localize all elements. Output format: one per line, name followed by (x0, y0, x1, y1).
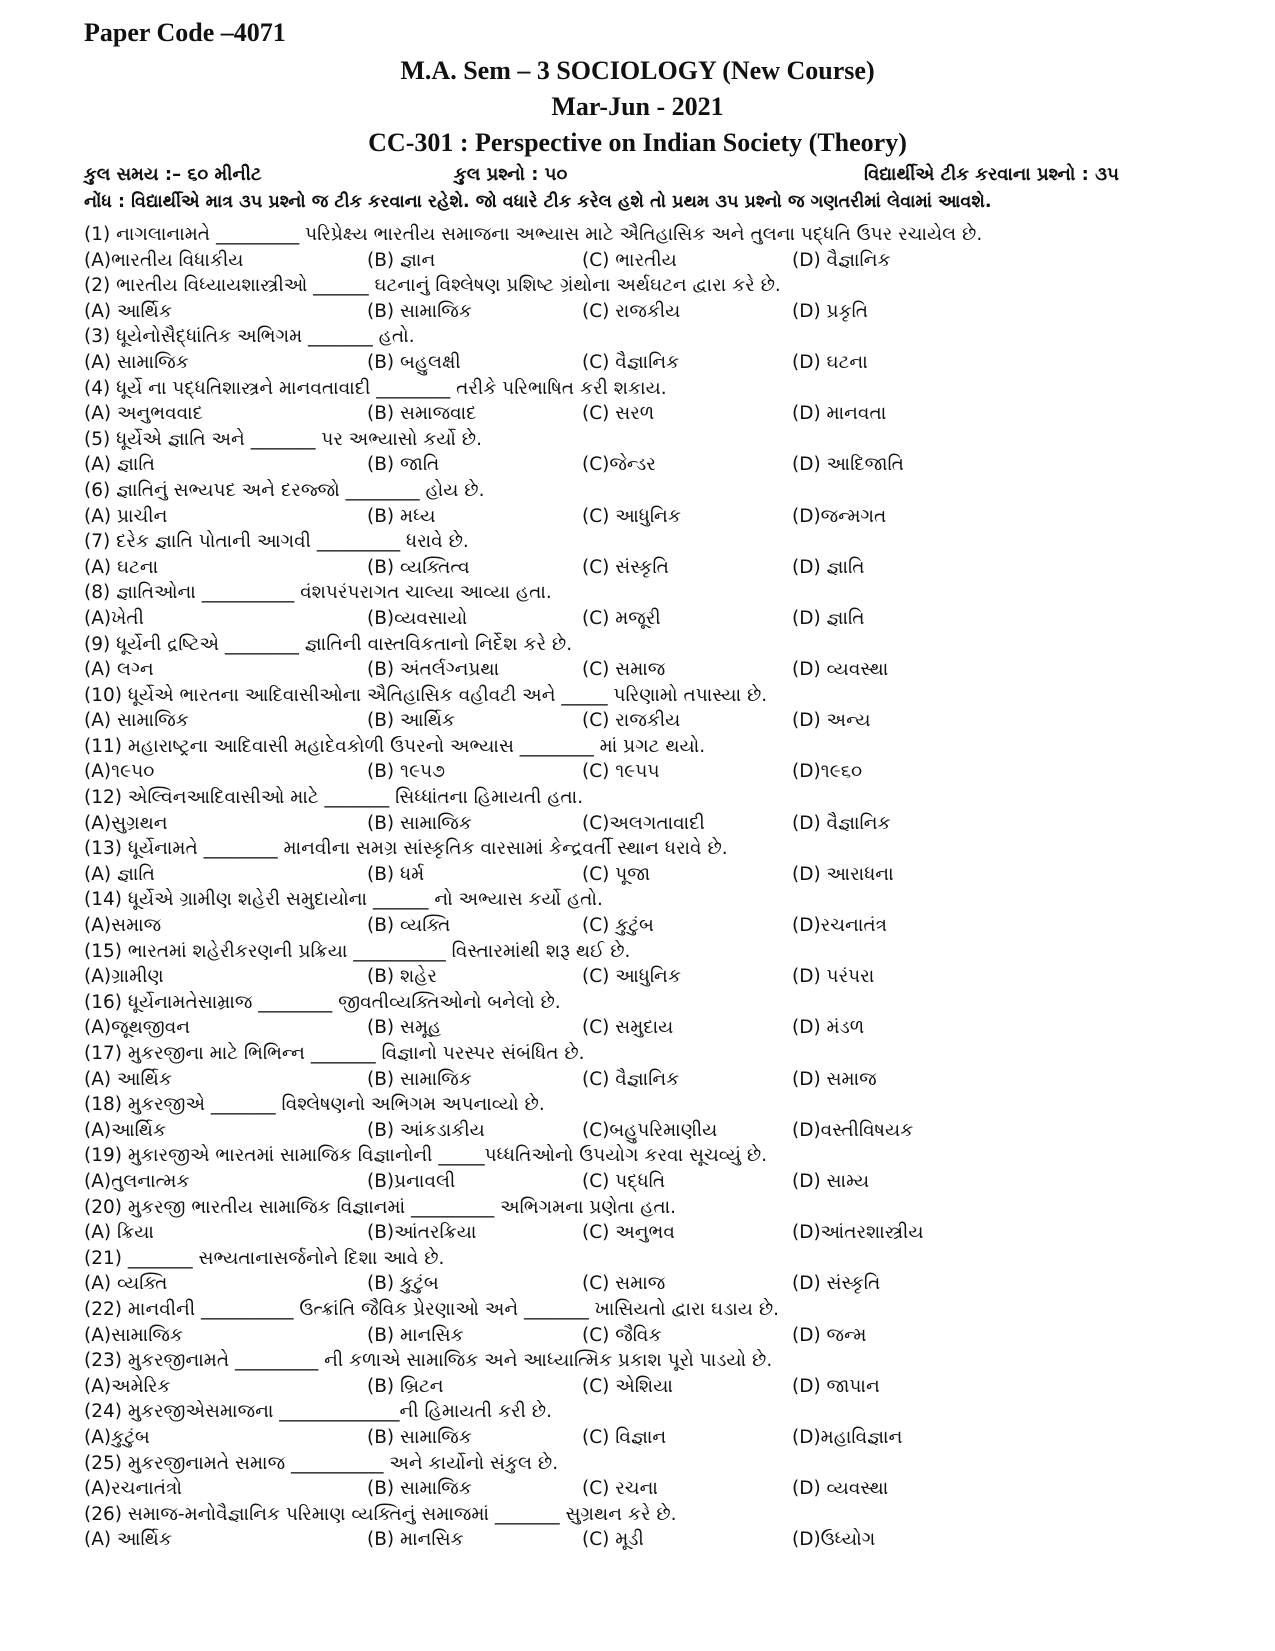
question-text: (18) મુકરજીએ _______ વિશ્લેષણનો અભિગમ અપનાવ્યો છે. (84, 1094, 545, 1116)
question-item (84, 1246, 1204, 1297)
option-a: (A)ભારતીય વિધાકીય (84, 249, 244, 271)
option-b: (B) સમૂહ (367, 1017, 442, 1039)
question-text: (10) ધૂર્યેએ ભારતના આદિવાસીઓના ઐતિહાસિક વહીવટી અને _____ પરિણામો તપાસ્યા છે. (84, 684, 768, 706)
option-d: (D) જ્ઞાતિ (792, 556, 865, 578)
option-d: (D) સંસ્કૃતિ (792, 1273, 881, 1295)
option-a: (A)અમેરિક (84, 1375, 171, 1397)
option-a: (A)૧૯૫૦ (84, 761, 155, 783)
question-text: (4) ધૂર્યે ના પદ્ધતિશાસ્ત્રને માનવતાવાદી ________ તરીકે પરિભાષિત કરી શકાય. (84, 377, 667, 399)
option-d: (D)જન્મગત (792, 505, 887, 527)
option-c: (C) વિજ્ઞાન (582, 1426, 667, 1448)
option-b: (B) સામાજિક (367, 812, 472, 834)
option-d: (D) મંડળ (792, 1017, 865, 1039)
question-text: (7) દરેક જ્ઞાતિ પોતાની આગવી _________ ધરાવે છે. (84, 531, 469, 553)
option-a: (A) આર્થિક (84, 1068, 172, 1090)
option-a: (A)આર્થિક (84, 1119, 167, 1141)
question-item (84, 580, 1204, 631)
question-item (84, 478, 1204, 529)
questions-to-attempt: વિદ્યાર્થીએ ટીક કરવાના પ્રશ્નો : ૩૫ (864, 164, 1119, 185)
question-item (84, 1502, 1204, 1553)
question-item (84, 1195, 1204, 1246)
option-a: (A) સામાજિક (84, 710, 189, 732)
option-d: (D) અન્ય (792, 710, 871, 732)
question-item (84, 427, 1204, 478)
option-b: (B)પ્રનાવલી (367, 1170, 456, 1192)
question-text: (17) મુકરજીના માટે ભિભિન્ન _______ વિજ્ઞાનો પરસ્પર સંબંધિત છે. (84, 1043, 585, 1064)
option-b: (B)આંતરક્રિયા (367, 1222, 477, 1244)
option-d: (D) વ્યવસ્થા (792, 1478, 889, 1500)
option-a: (A) જ્ઞાતિ (84, 863, 155, 885)
question-text: (9) ધૂર્યેની દ્રષ્ટિએ ________ જ્ઞાતિની વાસ્તવિકતાનો નિર્દેશ કરે છે. (84, 633, 573, 655)
option-a: (A)કુટુંબ (84, 1426, 150, 1448)
question-item (84, 1041, 1204, 1092)
question-options (84, 708, 1204, 734)
option-d: (D)૧૯૬૦ (792, 761, 863, 783)
option-b: (B) વ્યક્તિત્વ (367, 556, 470, 578)
question-text: (6) જ્ઞાતિનું સભ્યપદ અને દરજ્જો ________ હોય છે. (84, 479, 485, 501)
question-item (84, 1451, 1204, 1502)
question-text: (19) મુકારજીએ ભારતમાં સામાજિક વિજ્ઞાનોની _____પધ્ધતિઓનો ઉપયોગ કરવા સૂચવ્યું છે. (84, 1145, 768, 1167)
question-item (84, 939, 1204, 990)
option-d: (D)મહાવિજ્ઞાન (792, 1426, 903, 1448)
question-text: (1) નાગલાનામતે _________ પરિપ્રેક્ષ્ય ભારતીય સમાજના અભ્યાસ માટે ઐતિહાસિક અને તુલના પદ્ધતિ ઉપર રચાયેલ છે. (84, 224, 983, 245)
option-b: (B) શહેર (367, 966, 437, 988)
option-a: (A)ગ્રામીણ (84, 966, 164, 988)
question-options (84, 1425, 1204, 1451)
question-options (84, 1476, 1204, 1502)
question-options (84, 1118, 1204, 1144)
option-c: (C) વૈજ્ઞાનિક (582, 351, 680, 373)
question-text: (15) ભારતમાં શહેરીકરણની પ્રક્રિયા __________ વિસ્તારમાંથી શરૂ થઈ છે. (84, 940, 631, 962)
exam-meta-row (84, 164, 1194, 192)
option-c: (C) મૂડી (582, 1529, 644, 1551)
option-b: (B) સામાજિક (367, 1426, 472, 1448)
option-d: (D)રચનાતંત્ર (792, 915, 888, 937)
question-text: (8) જ્ઞાતિઓના __________ વંશપરંપરાગત ચાલ્યા આવ્યા હતા. (84, 582, 552, 604)
question-options (84, 913, 1204, 939)
option-d: (D)વસ્તીવિષયક (792, 1119, 914, 1141)
option-d: (D) વ્યવસ્થા (792, 659, 889, 681)
option-b: (B) બહુલક્ષી (367, 351, 461, 373)
question-text: (5) ધૂર્યેએ જ્ઞાતિ અને _______ પર અભ્યાસો કર્યો છે. (84, 428, 482, 450)
option-c: (C) ૧૯૫૫ (582, 761, 660, 783)
option-a: (A)રચનાતંત્રો (84, 1478, 183, 1500)
option-b: (B) સામાજિક (367, 300, 472, 322)
option-d: (D) જન્મ (792, 1324, 867, 1346)
option-d: (D) વૈજ્ઞાનિક (792, 812, 891, 834)
question-options (84, 1271, 1204, 1297)
question-text: (23) મુકરજીનામતે _________ ની કળાએ સામાજિક અને આધ્યાત્મિક પ્રકાશ પૂરો પાડયો છે. (84, 1350, 773, 1372)
option-b: (B)વ્યવસાયો (367, 607, 468, 629)
option-c: (C)બહુપરિમાણીય (582, 1119, 718, 1141)
question-text: (24) મુકરજીએસમાજના _____________ની હિમાયતી કરી છે. (84, 1401, 552, 1423)
question-item (84, 1297, 1204, 1348)
question-item (84, 222, 1204, 273)
option-c: (C) જૈવિક (582, 1324, 662, 1346)
option-b: (B) માનસિક (367, 1324, 464, 1346)
question-text: (14) ધૂર્યેએ ગ્રામીણ શહેરી સમુદાયોના ______ નો અભ્યાસ કર્યો હતો. (84, 889, 603, 911)
question-options (84, 1067, 1204, 1093)
option-a: (A)સામાજિક (84, 1324, 183, 1346)
option-b: (B) જાતિ (367, 454, 440, 476)
option-c: (C) સંસ્કૃતિ (582, 556, 669, 578)
question-text: (16) ધૂર્યેનામતેસામ્રાજ ________ જીવતીવ્યક્તિઓનો બનેલો છે. (84, 991, 561, 1013)
question-options (84, 657, 1204, 683)
option-d: (D) સામ્ય (792, 1170, 870, 1192)
option-a: (A)જૂથજીવન (84, 1017, 191, 1039)
option-b: (B) સામાજિક (367, 1068, 472, 1090)
question-item (84, 376, 1204, 427)
question-options (84, 1323, 1204, 1349)
question-text: (20) મુકરજી ભારતીય સામાજિક વિજ્ઞાનમાં _________ અભિગમના પ્રણેતા હતા. (84, 1196, 677, 1218)
option-d: (D) જ્ઞાતિ (792, 607, 865, 629)
option-b: (B) સામાજિક (367, 1478, 472, 1500)
option-d: (D) માનવતા (792, 403, 887, 425)
question-options (84, 299, 1204, 325)
option-c: (C) પદ્ધતિ (582, 1170, 666, 1192)
instruction-note: નોંધ : વિદ્યાર્થીએ માત્ર ૩૫ પ્રશ્નો જ ટીક કરવાના રહેશે. જો વધારે ટીક કરેલ હશે તો પ્રથમ ૩૫ પ્રશ્નો જ ગણતરીમાં લેવામાં આવશે. (84, 192, 992, 212)
option-b: (B) જ્ઞાન (367, 249, 436, 271)
option-b: (B) ૧૯૫૭ (367, 761, 446, 783)
question-item (84, 734, 1204, 785)
question-options (84, 452, 1204, 478)
option-c: (C) સરળ (582, 403, 655, 425)
question-item (84, 785, 1204, 836)
option-c: (C) અનુભવ (582, 1222, 675, 1244)
question-options (84, 606, 1204, 632)
question-text: (11) મહારાષ્ટ્રના આદિવાસી મહાદેવકોળી ઉપરનો અભ્યાસ ________ માં પ્રગટ થયો. (84, 735, 706, 757)
option-d: (D) આદિજાતિ (792, 454, 904, 476)
question-text: (12) એલ્વિનઆદિવાસીઓ માટે _______ સિધ્ધાંતના હિમાયતી હતા. (84, 787, 584, 809)
question-text: (22) માનવીની __________ ઉત્ક્રાંતિ જૈવિક પ્રેરણાઓ અને _______ ખાસિયતો દ્વારા ઘડાય છે. (84, 1298, 779, 1320)
option-a: (A) સામાજિક (84, 351, 189, 373)
paper-code: Paper Code –4071 (84, 18, 286, 47)
option-b: (B) આર્થિક (367, 710, 455, 732)
option-a: (A) ઘટના (84, 556, 159, 578)
question-options (84, 1527, 1204, 1553)
option-a: (A) વ્યક્તિ (84, 1273, 168, 1295)
option-c: (C) રચના (582, 1478, 658, 1500)
question-item (84, 1143, 1204, 1194)
option-c: (C)અલગતાવાદી (582, 812, 705, 834)
question-options (84, 811, 1204, 837)
question-item (84, 683, 1204, 734)
question-text: (3) ધૂયેનોસૈદ્ધાંતિક અભિગમ _______ હતો. (84, 326, 415, 348)
question-item (84, 887, 1204, 938)
exam-session: Mar-Jun - 2021 (551, 92, 724, 121)
question-options (84, 248, 1204, 274)
question-text: (26) સમાજ-મનોવૈજ્ઞાનિક પરિમાણ વ્યક્તિનું સમાજમાં _______ સુગ્રથન કરે છે. (84, 1503, 677, 1525)
question-options (84, 401, 1204, 427)
option-d: (D) પરંપરા (792, 966, 875, 988)
option-c: (C) સમુદાય (582, 1017, 674, 1039)
option-c: (C) એશિયા (582, 1375, 673, 1397)
option-c: (C) ભારતીય (582, 249, 677, 271)
question-options (84, 1169, 1204, 1195)
option-a: (A) આર્થિક (84, 300, 172, 322)
option-a: (A) અનુભવવાદ (84, 403, 203, 425)
option-a: (A) જ્ઞાતિ (84, 454, 155, 476)
option-b: (B) કુટુંબ (367, 1273, 439, 1295)
option-b: (B) અંતર્લગ્નપ્રથા (367, 659, 500, 681)
question-item (84, 1399, 1204, 1450)
question-options (84, 1015, 1204, 1041)
question-list (84, 222, 1204, 1553)
question-text: (25) મુકરજીનામતે સમાજ __________ અને કાર્યોનો સંકુલ છે. (84, 1452, 559, 1474)
option-d: (D)આંતરશાસ્ત્રીય (792, 1222, 924, 1244)
question-options (84, 504, 1204, 530)
question-text: (21) _______ સભ્યતાનાસર્જનોને દિશા આવે છે. (84, 1247, 445, 1269)
option-b: (B) વ્યક્તિ (367, 915, 451, 937)
option-c: (C) આધુનિક (582, 966, 681, 988)
option-c: (C) મજૂરી (582, 607, 661, 629)
total-questions: કુલ પ્રશ્નો : ૫૦ (454, 164, 568, 185)
question-item (84, 1092, 1204, 1143)
question-item (84, 273, 1204, 324)
option-a: (A) લગ્ન (84, 659, 154, 681)
option-c: (C) આધુનિક (582, 505, 681, 527)
question-options (84, 555, 1204, 581)
option-c: (C) પૂજા (582, 863, 651, 885)
question-item (84, 632, 1204, 683)
option-d: (D) વૈજ્ઞાનિક (792, 249, 891, 271)
option-b: (B) બ્રિટન (367, 1375, 444, 1397)
option-a: (A) આર્થિક (84, 1529, 172, 1551)
option-a: (A)સુગ્રથન (84, 812, 168, 834)
question-item (84, 990, 1204, 1041)
option-c: (C) રાજકીય (582, 710, 681, 732)
option-c: (C)જેન્ડર (582, 454, 656, 476)
question-options (84, 1374, 1204, 1400)
question-item (84, 324, 1204, 375)
option-b: (B) સમાજવાદ (367, 403, 477, 425)
question-options (84, 759, 1204, 785)
option-d: (D) ઘટના (792, 351, 868, 373)
option-c: (C) રાજકીય (582, 300, 681, 322)
option-b: (B) ધર્મ (367, 863, 425, 885)
option-c: (C) સમાજ (582, 659, 666, 681)
option-a: (A) ક્રિયા (84, 1222, 154, 1244)
question-options (84, 1220, 1204, 1246)
option-c: (C) કુટુંબ (582, 915, 654, 937)
option-d: (D) પ્રકૃતિ (792, 300, 869, 322)
question-text: (2) ભારતીય વિધ્યાયશાસ્ત્રીઓ ______ ઘટનાનું વિશ્લેષણ પ્રશિષ્ટ ગ્રંથોના અર્થઘટન દ્વારા કરે છે. (84, 275, 781, 297)
paper-title: CC-301 : Perspective on Indian Society (Theory) (368, 128, 907, 157)
option-b: (B) માનસિક (367, 1529, 464, 1551)
option-c: (C) વૈજ્ઞાનિક (582, 1068, 680, 1090)
option-a: (A)ખેતી (84, 607, 144, 629)
question-options (84, 964, 1204, 990)
option-d: (D) આરાધના (792, 863, 894, 885)
question-item (84, 1348, 1204, 1399)
option-d: (D) જાપાન (792, 1375, 880, 1397)
course-title: M.A. Sem – 3 SOCIOLOGY (New Course) (400, 56, 875, 85)
option-b: (B) આંકડાકીય (367, 1119, 485, 1141)
question-item (84, 836, 1204, 887)
question-item (84, 529, 1204, 580)
option-a: (A)સમાજ (84, 915, 162, 937)
question-text: (13) ધૂર્યેનામતે ________ માનવીના સમગ્ર સાંસ્કૃતિક વારસામાં કેન્દ્રવર્તી સ્થાન ધરાવે છે. (84, 838, 728, 860)
question-options (84, 862, 1204, 888)
option-a: (A)તુલનાત્મક (84, 1170, 190, 1192)
question-options (84, 350, 1204, 376)
option-b: (B) મધ્ય (367, 505, 436, 527)
total-time: કુલ સમય :– ૬૦ મીનીટ (84, 164, 262, 185)
option-d: (D) સમાજ (792, 1068, 877, 1090)
option-d: (D)ઉધ્યોગ (792, 1529, 876, 1551)
option-c: (C) સમાજ (582, 1273, 666, 1295)
option-a: (A) પ્રાચીન (84, 505, 168, 527)
